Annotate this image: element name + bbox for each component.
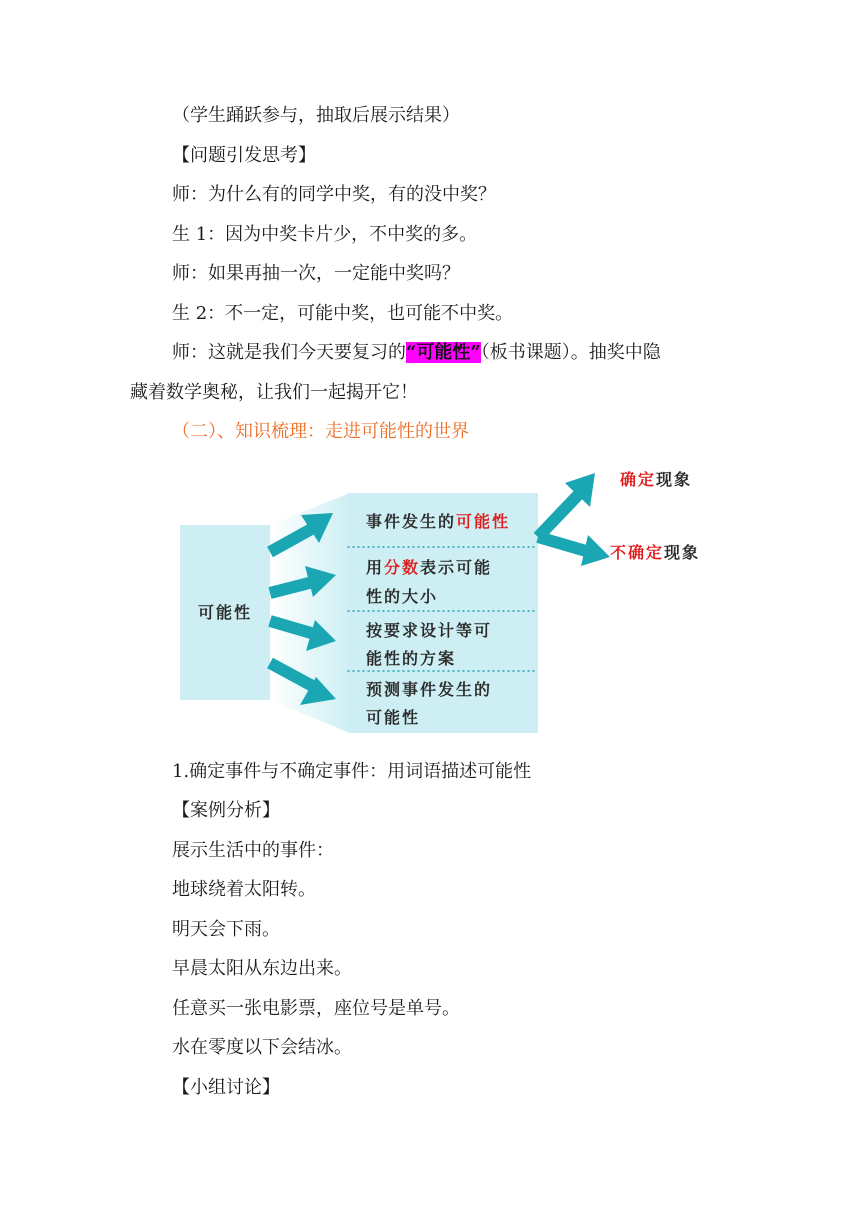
- item-3-line-1: 按要求设计等可: [366, 621, 493, 640]
- text-line-7: [172, 341, 661, 365]
- item-4-line-1: 预测事件发生的: [366, 680, 493, 699]
- section-heading-knowledge: （二）、知识梳理：走进可能性的世界: [172, 421, 469, 442]
- text-line-7-post: （板书课题）。抽奖中隐: [480, 342, 661, 363]
- outcome-determined: 确定现象: [620, 470, 693, 489]
- section-heading-case: 【案例分析】: [172, 800, 280, 821]
- arrow-icon-undetermined: [538, 535, 610, 566]
- highlight-keyword: “可能性”: [406, 342, 481, 363]
- arrow-icon-determined: [538, 473, 595, 537]
- text-line-10: 1.确定事件与不确定事件：用词语描述可能性: [172, 761, 532, 782]
- outcome-undetermined: 不确定现象: [610, 543, 701, 562]
- item-2-line-1: 用分数表示可能: [366, 558, 493, 577]
- text-line-15: 早晨太阳从东边出来。: [172, 958, 352, 979]
- item-3-line-2: 能性的方案: [366, 649, 457, 668]
- section-heading-group: 【小组讨论】: [172, 1077, 280, 1098]
- text-line-17: 水在零度以下会结冰。: [172, 1037, 352, 1058]
- center-label: 可能性: [198, 603, 253, 622]
- text-line-6: 生 2：不一定，可能中奖，也可能不中奖。: [172, 303, 514, 324]
- knowledge-diagram: [170, 455, 730, 740]
- item-4-line-2: 可能性: [366, 708, 421, 727]
- text-line-8: 藏着数学奥秘，让我们一起揭开它！: [130, 382, 418, 403]
- text-line-14: 明天会下雨。: [172, 919, 280, 940]
- text-line-13: 地球绕着太阳转。: [172, 879, 316, 900]
- item-2-line-2: 性的大小: [366, 587, 439, 606]
- text-line-16: 任意买一张电影票，座位号是单号。: [172, 998, 460, 1019]
- text-line-7-pre: 师：这就是我们今天要复习的: [172, 342, 406, 363]
- item-1: 事件发生的可能性: [366, 512, 511, 531]
- text-line-5: 师：如果再抽一次，一定能中奖吗？: [172, 263, 460, 284]
- text-line-3: 师：为什么有的同学中奖，有的没中奖？: [172, 184, 496, 205]
- text-line-1: （学生踊跃参与，抽取后展示结果）: [172, 105, 460, 126]
- text-line-4: 生 1：因为中奖卡片少，不中奖的多。: [172, 224, 478, 245]
- text-line-12: 展示生活中的事件：: [172, 840, 334, 861]
- section-heading-question: 【问题引发思考】: [172, 145, 316, 166]
